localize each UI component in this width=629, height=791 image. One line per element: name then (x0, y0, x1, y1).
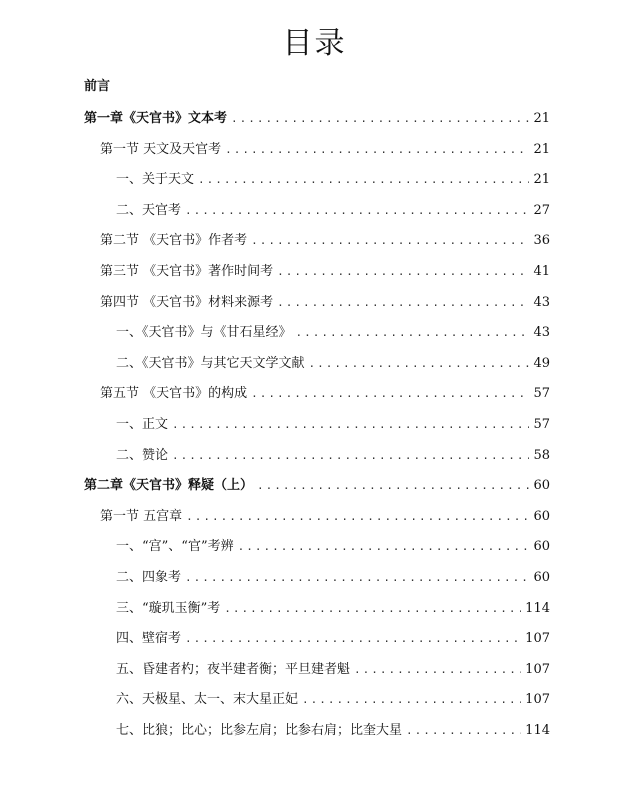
toc-entry-page-number: 114 (525, 722, 550, 738)
toc-entry[interactable] (84, 104, 550, 135)
toc-entry-page-number: 57 (533, 386, 550, 402)
toc-entry[interactable] (84, 379, 550, 410)
toc-entry-label: 一、《天官书》与《甘石星经》 (116, 325, 292, 341)
toc-entry[interactable] (84, 594, 550, 625)
toc-entry-page-number: 21 (533, 111, 550, 126)
dot-leader (277, 257, 529, 288)
toc-entry-label: 二、四象考 (116, 569, 182, 585)
toc-entry-label: 第一节 五宫章 (100, 508, 183, 524)
dot-leader (185, 563, 529, 594)
dot-leader (238, 532, 530, 563)
toc-entry-label: 二、赞论 (116, 447, 169, 463)
dot-leader (257, 471, 529, 502)
dot-leader (185, 196, 529, 227)
toc-entry-label: 一、正文 (116, 416, 169, 432)
toc-entry-page-number: 49 (533, 355, 550, 371)
toc-entry[interactable] (84, 165, 550, 196)
dot-leader (224, 594, 521, 625)
dot-leader (309, 349, 530, 380)
toc-entry-page-number: 60 (533, 569, 550, 585)
dot-leader (225, 135, 529, 166)
toc-entry[interactable] (84, 532, 550, 563)
toc-entry[interactable] (84, 655, 550, 686)
toc-entry-label: 第一节 天文及天官考 (100, 141, 222, 157)
toc-entry[interactable] (84, 135, 550, 166)
toc-entry-label: 第一章《天官书》文本考 (84, 111, 228, 126)
toc-entry[interactable] (84, 318, 550, 349)
dot-leader (198, 165, 529, 196)
toc-entry-label: 六、天极星、太一、末大星正妃 (116, 692, 299, 708)
toc-entry[interactable] (84, 257, 550, 288)
toc-entry[interactable] (84, 226, 550, 257)
dot-leader (296, 318, 530, 349)
toc-entry-page-number: 36 (533, 233, 550, 249)
toc-entry-label: 三、“璇玑玉衡”考 (116, 600, 221, 616)
dot-leader (251, 226, 529, 257)
toc-entry[interactable] (84, 563, 550, 594)
toc-entry-page-number: 41 (533, 263, 550, 279)
toc-entry-label: 七、比狼；比心；比参左肩；比参右肩；比奎大星 (116, 722, 403, 738)
toc-entry-page-number: 107 (525, 692, 550, 708)
toc-entry[interactable] (84, 502, 550, 533)
toc-entry-label: 五、昏建者杓；夜半建者衡；平旦建者魁 (116, 661, 351, 677)
toc-entry-label: 第四节 《天官书》材料来源考 (100, 294, 274, 310)
toc-entry[interactable] (84, 685, 550, 716)
toc-entry[interactable] (84, 410, 550, 441)
toc-entry-page-number: 21 (533, 172, 550, 188)
dot-leader (231, 104, 529, 135)
toc-entry-label: 一、“宫”、“官”考辨 (116, 539, 234, 555)
toc-entry-page-number: 60 (533, 539, 550, 555)
dot-leader (185, 624, 521, 655)
toc-entry[interactable] (84, 441, 550, 472)
dot-leader (354, 655, 521, 686)
toc-entry-page-number: 58 (533, 447, 550, 463)
toc-entry-label: 第二章《天官书》释疑（上） (84, 478, 254, 494)
toc-entry-label: 第五节 《天官书》的构成 (100, 386, 248, 402)
dot-leader (251, 379, 529, 410)
toc-entry-page-number: 107 (525, 631, 550, 647)
toc-entry-label: 第三节 《天官书》著作时间考 (100, 263, 274, 279)
toc-entry[interactable] (84, 196, 550, 227)
toc-entry-page-number: 43 (533, 294, 550, 310)
toc-entry-label: 二、《天官书》与其它天文学文献 (116, 355, 305, 371)
toc-entry[interactable] (84, 624, 550, 655)
dot-leader (186, 502, 529, 533)
toc-entry-page-number: 114 (525, 600, 550, 616)
toc-entry-page-number: 57 (533, 416, 550, 432)
toc-entry-page-number: 107 (525, 661, 550, 677)
toc-entry-page-number: 21 (533, 141, 550, 157)
dot-leader (406, 716, 521, 747)
toc-entry-page-number: 27 (533, 202, 550, 218)
toc-entry-page-number: 60 (533, 508, 550, 524)
dot-leader (302, 685, 521, 716)
toc-entry-label: 四、壁宿考 (116, 631, 182, 647)
toc-entry[interactable] (84, 70, 550, 104)
toc-entry-label: 二、天官考 (116, 202, 182, 218)
toc-entry[interactable] (84, 471, 550, 502)
page-title: 目录 (282, 26, 347, 61)
toc-entry[interactable] (84, 349, 550, 380)
dot-leader (172, 410, 529, 441)
toc-entry-label: 前言 (84, 79, 111, 94)
toc-entry-label: 一、关于天文 (116, 172, 195, 188)
toc-entry[interactable] (84, 288, 550, 319)
toc-entry-page-number: 60 (533, 478, 550, 494)
table-of-contents (84, 70, 550, 746)
dot-leader (277, 288, 529, 319)
dot-leader (172, 441, 529, 472)
toc-entry-label: 第二节 《天官书》作者考 (100, 233, 248, 249)
toc-entry[interactable] (84, 716, 550, 747)
toc-entry-page-number: 43 (533, 325, 550, 341)
